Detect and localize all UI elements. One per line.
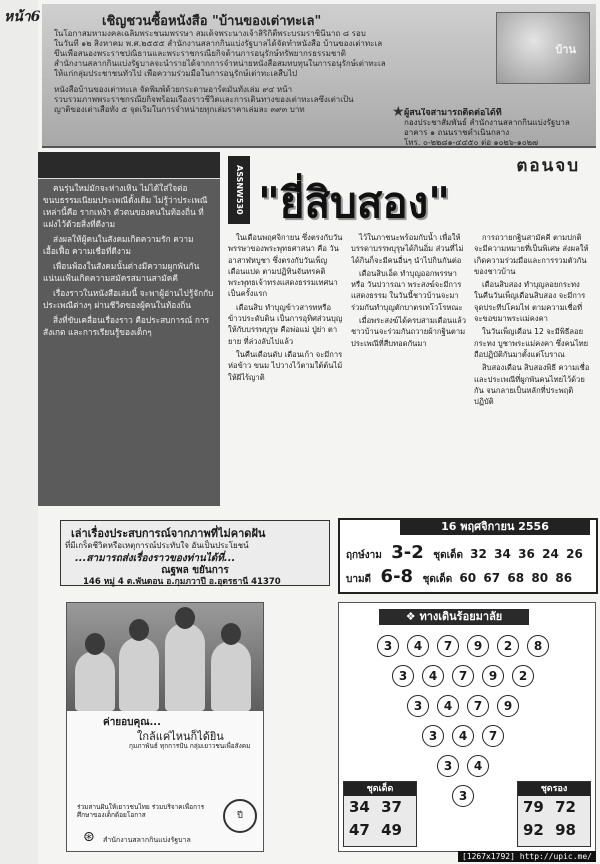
row-label: บามดี [346, 574, 372, 585]
ad-headline: ใกล้แค่ไหนก็ได้ยิน [137, 730, 224, 743]
triangle-number-ball: 3 [377, 635, 399, 657]
article-subtitle: ตอนจบ [516, 156, 580, 176]
banner-line: ขึ้นเพื่อสนองพระราชปณิธานและพระราชกรณียกิจด้านการอนุรักษ์ทรัพยากรธรรมชาติ [54, 49, 346, 58]
ad-tagline: ค่ายอบคุณ... [103, 717, 161, 728]
banner-line: ในโอกาสมหามงคลเฉลิมพระชนมพรรษา สมเด็จพระนางเจ้าสิริกิติ์พระบรมราชินีนาถ ๘ รอบ [54, 29, 366, 38]
banner-line: รวบรวมภาพพระราชกรณียกิจพร้อมเรื่องราวชีวิตและการเดินทางของเต่าทะเลซึ่งเต่าเป็น [54, 95, 354, 104]
article-paragraph: เมื่อพระสงฆ์ได้ครบสามเดือนแล้ว ชาวบ้านจะร่วมกันถวายผ้ากฐินตามประเพณีที่สืบทอดกันมา [351, 316, 467, 348]
panel-values: 47 49 [349, 821, 402, 839]
triangle-title-text: ทางเดินร้อยมาลัย [419, 610, 503, 623]
forecast-number: 86 [555, 571, 573, 585]
main-pair: 3-2 [391, 542, 424, 563]
forecast-number: 80 [531, 571, 549, 585]
panel-values: 92 98 [523, 821, 576, 839]
child-head [175, 607, 195, 629]
child-figure [211, 641, 251, 711]
triangle-number-ball: 9 [497, 695, 519, 717]
anniversary-badge: ปี [223, 799, 257, 833]
article-body [228, 232, 594, 502]
set-label: ชุดเด็ด [433, 550, 463, 561]
triangle-title [379, 609, 529, 625]
forecast-number: 36 [518, 547, 535, 561]
article-title-block [228, 152, 594, 232]
forecast-row [346, 566, 576, 587]
triangle-number-ball: 3 [452, 785, 474, 807]
forecast-number: 26 [566, 547, 583, 561]
lottery-office-logo-icon: ⊛ [83, 829, 95, 845]
scan-margin [0, 0, 41, 864]
submission-name: ณฐพล ขยันการ [161, 565, 229, 576]
intro-paragraph: เรื่องราวในหนังสือเล่มนี้ จะพาผู้อ่านไปรู้จักกับประเพณีต่างๆ ผ่านชีวิตของผู้คนในท้องถิ่น [43, 288, 214, 310]
submission-address: 146 หมู่ 4 ต.พันดอน อ.กุมภวาปี อ.อุดรธานี 41370 [83, 577, 281, 587]
right-number-panel [517, 781, 591, 847]
triangle-number-ball: 3 [422, 725, 444, 747]
article-paragraph: เดือนสิบสอง ทำบุญลอยกระทง ในคืนวันเพ็ญเดือนสิบสอง จะมีการจุดประทีปโคมไฟ ตามความเชื่อที่จะขอขมาพระแม่คงคา [474, 280, 586, 324]
left-number-panel [343, 781, 417, 847]
triangle-number-ball: 7 [452, 665, 474, 687]
triangle-number-ball: 9 [482, 665, 504, 687]
banner-contact [404, 108, 592, 148]
article-paragraph: เดือนสิบ ทำบุญข้าวสารทหรือข้าวประดับดิน เป็นการอุทิศส่วนบุญให้กับบรรพบุรุษ คือพ่อแม่ ปู่ย่า ตายาย ที่ล่วงลับไปแล้ว [228, 302, 343, 346]
banner-title: เชิญชวนซื้อหนังสือ "บ้านของเต่าทะเล" [102, 14, 322, 29]
column-header-bar [38, 152, 220, 179]
lottery-office-name: สำนักงานสลากกินแบ่งรัฐบาล [103, 836, 191, 844]
panel-title: ชุดเด็ด [344, 782, 416, 796]
triangle-number-ball: 7 [437, 635, 459, 657]
intro-paragraph: ส่งผลให้ผู้คนในสังคมเกิดความรัก ความเอื้อเฟื้อ ความเชื่อที่ดีงาม [43, 234, 194, 256]
forecast-number: 34 [494, 547, 511, 561]
triangle-number-ball: 8 [527, 635, 549, 657]
banner-line: ญาติของเต่าเสือทั้ง ๕ จุดเริ่มในการจำหน่ายทุกเล่มราคาเล่มละ ๓๙๓ บาท [54, 105, 305, 114]
banner-line: หนังสือบ้านของเต่าทะเล จัดพิมพ์ด้วยกระดาษอาร์ตมันทั้งเล่ม ๙๔ หน้า [54, 85, 293, 94]
article-paragraph: เดือนสิบเอ็ด ทำบุญออกพรรษา หรือ วันปวารณา พระสงฆ์จะมีการแสดงธรรม ในวันนี้ชาวบ้านจะมาร่วมกันทำบุญตักบาตรเทโวโรหณะ [351, 268, 463, 312]
article-paragraph: การถวายกฐินสามัคคี ตามปกติจะมีความหมายที่เป็นพิเศษ ส่งผลให้เกิดความร่วมมือและการรวมตัวกันของชาวบ้าน [474, 233, 589, 276]
child-head [85, 633, 105, 655]
submission-prompt: ...สามารถส่งเรื่องราวของท่านได้ที่... [75, 553, 236, 564]
triangle-number-ball: 4 [467, 755, 489, 777]
story-submission-box [60, 520, 330, 586]
intro-paragraph: เพื่อนพ้องในสังคมนั้นต่างมีความผูกพันกันแน่นแฟ้นเกิดความสมัครสมานสามัคคี [43, 261, 200, 283]
panel-values: 79 72 [523, 798, 576, 816]
contact-heading: ผู้สนใจสามารถติดต่อได้ที่ [404, 108, 502, 118]
forecast-number: 60 [459, 571, 477, 585]
charity-advertisement [66, 602, 264, 852]
contact-line: กองประชาสัมพันธ์ สำนักงานสลากกินแบ่งรัฐบาล [404, 118, 570, 127]
child-head [129, 619, 149, 641]
triangle-number-ball: 7 [482, 725, 504, 747]
image-host-credit: [1267x1792] http://upic.me/ [458, 851, 596, 862]
triangle-number-ball: 3 [407, 695, 429, 717]
star-icon: ★ [392, 104, 405, 120]
children-photo [67, 603, 263, 711]
triangle-number-ball: 4 [422, 665, 444, 687]
banner-line: สำนักงานสลากกินแบ่งรัฐบาลจะนำรายได้จากการจำหน่ายหนังสือสมทบทุนในการอนุรักษ์เต่าทะเล [54, 59, 386, 68]
vertical-tag: ASSNW530 [228, 156, 250, 224]
page-number-label: หน้า6 [4, 9, 41, 25]
panel-title: ชุดรอง [518, 782, 590, 796]
article-column-1 [228, 232, 344, 502]
triangle-number-ball: 4 [437, 695, 459, 717]
article-column-2 [351, 232, 467, 502]
row-label: ฤกษ์งาม [346, 550, 382, 561]
lottery-forecast-box [338, 518, 598, 594]
child-head [221, 623, 241, 645]
panel-values: 34 37 [349, 798, 402, 816]
triangle-number-ball: 2 [497, 635, 519, 657]
main-pair: 6-8 [380, 566, 414, 587]
ad-subline: กุมภาพันธ์ ทุกการปัน กลุ่มเยาวชนเพื่อสังคม [129, 742, 251, 750]
contact-line: อาคาร ๑ ถนนราชดำเนินกลาง [404, 128, 510, 137]
child-figure [119, 637, 159, 711]
child-figure [75, 651, 115, 711]
article-column-3 [474, 232, 590, 502]
triangle-number-ball: 4 [452, 725, 474, 747]
article-paragraph: สิบสองเดือน สิบสองพิธี ความเชื่อและประเพณีที่ผูกพันคนไทยไว้ด้วยกัน จนกลายเป็นหลักที่ประพฤติปฏิบัติ [474, 363, 590, 407]
article-paragraph: ในเดือนพฤศจิกายน ซึ่งตรงกับวันพรรษาของพระพุทธศาสนา คือ วันอาสาฬหบูชา ซึ่งตรงกับวันเพ็ญเดือนแปด ตามปฏิทินจันทรคติ พระพุทธเจ้าทรงแสดงธรรมเทศนาเป็นครั้งแรก [228, 233, 343, 299]
forecast-number: 67 [483, 571, 501, 585]
forecast-row [346, 542, 586, 563]
article-title: "ยี่สิบสอง" [258, 178, 451, 227]
forecast-number: 24 [542, 547, 559, 561]
triangle-number-ball: 3 [392, 665, 414, 687]
submission-heading: เล่าเรื่องประสบการณ์จากภาพที่ไม่คาดฝัน [71, 527, 266, 540]
triangle-number-ball: 2 [512, 665, 534, 687]
forecast-number: 68 [507, 571, 525, 585]
ad-body-text: ร่วมสานฝันให้เยาวชนไทย ร่วมบริจาคเพื่อการศึกษาของเด็กด้อยโอกาส [77, 803, 205, 819]
triangle-number-ball: 4 [407, 635, 429, 657]
article-paragraph: ในคืนเดือนดับ เดือนเก้า จะมีการห่อข้าว ขนม ไปวางไว้ตามใต้ต้นไม้ ให้ผีไร้ญาติ [228, 349, 343, 382]
triangle-number-ball: 7 [467, 695, 489, 717]
submission-desc: ที่มีเกร็ดชีวิตหรือเหตุการณ์ประทับใจ อันเป็นประโยชน์ [65, 541, 249, 550]
forecast-number: 32 [470, 547, 487, 561]
intro-paragraph: คนรุ่นใหม่มักจะห่างเหิน ไม่ได้ใส่ใจต่อขนบธรรมเนียมประเพณีดั้งเดิม ไม่รู้ว่าประเพณีเหล่านี้คือ รากเหง้า ตัวตนของคนในท้องถิ่น ที่แฝงไว้ด้วยสิ่งที่ดีงาม [43, 183, 208, 229]
top-banner [42, 4, 596, 148]
article-paragraph: ในวันเพ็ญเดือน 12 จะมีพิธีลอยกระทง บูชาพระแม่คงคา ซึ่งคนไทยถือปฏิบัติกันมาตั้งแต่โบราณ [474, 327, 589, 359]
forecast-date: 16 พฤศจิกายน 2556 [400, 519, 590, 535]
triangle-number-ball: 9 [467, 635, 489, 657]
number-triangle-box [338, 602, 596, 852]
article-paragraph: ไว้ในภาชนะพร้อมกับน้ำ เพื่อให้บรรดาบรรพบุรุษได้กินอิ่ม ส่วนที่ไม่ได้กินก็จะมีคนอื่นๆ นำไปกินกันต่อ [351, 233, 464, 265]
banner-line: ให้แก่กลุ่มประชาชนทั่วไป เพื่อความร่วมมือในการอนุรักษ์เต่าทะเลสืบไป [54, 69, 298, 78]
diamond-icon: ❖ [405, 610, 420, 623]
set-label: ชุดเด็ด [422, 574, 453, 585]
book-cover-caption: บ้าน [555, 43, 576, 56]
triangle-number-ball: 3 [437, 755, 459, 777]
banner-line: ในวันที่ ๑๒ สิงหาคม พ.ศ.๒๕๕๕ สำนักงานสลากกินแบ่งรัฐบาลได้จัดทำหนังสือ บ้านของเต่าทะเล [54, 39, 383, 48]
child-figure [165, 623, 205, 711]
intro-paragraph: สิ่งที่ขับเคลื่อนเรื่องราว คือประสบการณ์ การสังเกต และการเรียนรู้ของเด็กๆ [43, 315, 210, 337]
contact-line: โทร. ๐-๒๒๘๑-๔๔๕๐ ต่อ ๑๐๒๖-๑๐๒๗ [404, 138, 538, 147]
article-intro-column [38, 152, 220, 506]
